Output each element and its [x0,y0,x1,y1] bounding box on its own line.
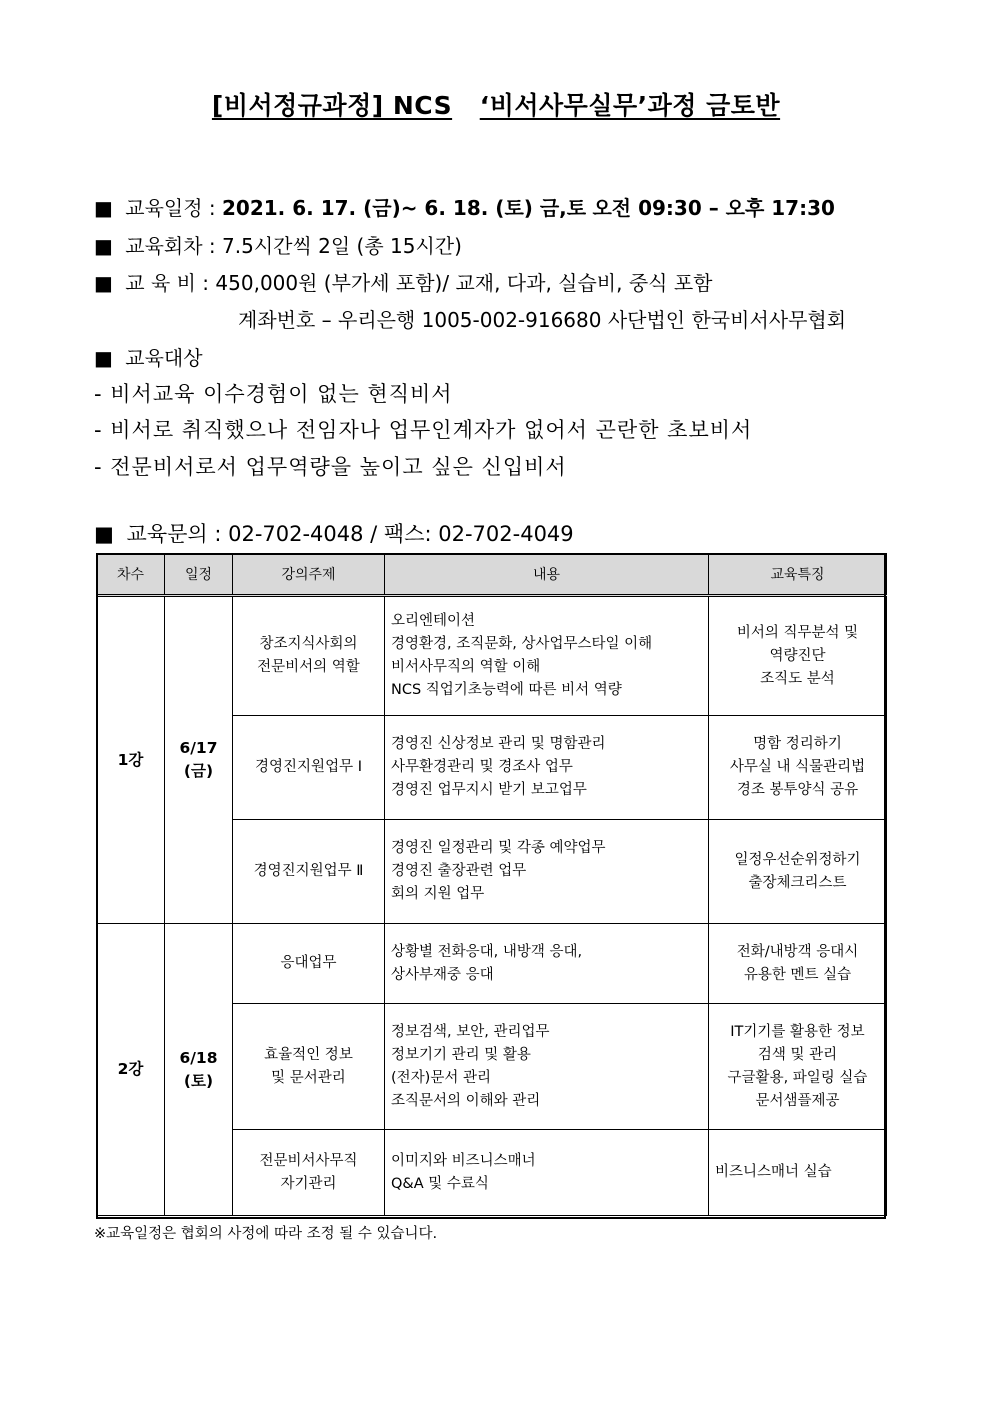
date-weekday: (토) [183,1071,214,1090]
content-cell [385,596,709,716]
header-content: 내용 [385,554,709,596]
content-line: 조직문서의 이해와 관리 [391,1092,541,1109]
feature-line: IT기기를 활용한 정보 [730,1023,865,1040]
square-bullet-icon: ■ [94,346,113,370]
account-line: 계좌번호 – 우리은행 1005-002-916680 사단법인 한국비서사무협회 [238,308,847,332]
session-cell: 2강 [97,924,165,1216]
fee-label: 교 육 비 : [125,271,210,295]
square-bullet-icon: ■ [94,522,114,546]
topic-line: 경영진지원업무 Ⅱ [253,863,364,879]
topic-line: 효율적인 정보 [264,1046,353,1063]
topic-cell [233,596,385,716]
square-bullet-icon: ■ [94,234,113,258]
square-bullet-icon: ■ [94,271,113,295]
sessions-label: 교육회차 : [125,234,216,258]
topic-cell [233,1130,385,1216]
session-cell: 1강 [97,596,165,924]
feature-line: 일정우선순위정하기 [734,851,861,868]
topic-line: 창조지식사회의 [259,636,358,652]
feature-line: 비즈니스매너 실습 [715,1164,832,1180]
content-cell [385,1004,709,1130]
feature-line: 출장체크리스트 [748,874,847,891]
feature-line: 사무실 내 식물관리법 [729,759,866,775]
feature-line: 문서샘플제공 [755,1092,840,1109]
feature-line: 유용한 멘트 실습 [743,966,852,983]
content-cell [385,820,709,924]
square-bullet-icon: ■ [94,196,113,220]
feature-line: 경조 봉투양식 공유 [736,782,859,798]
content-line: 경영환경, 조직문화, 상사업무스타일 이해 [391,636,653,652]
feature-cell [709,716,887,820]
topic-line: 경영진지원업무 Ⅰ [255,759,362,775]
feature-line: 명함 정리하기 [753,736,842,752]
feature-cell [709,924,887,1004]
table-row [97,596,887,716]
header-session: 차수 [97,554,165,596]
title-part2: ‘비서사무실무’과정 금토반 [479,91,781,120]
feature-line: 역량진단 [769,647,826,664]
content-line: 상사부재중 응대 [391,966,494,983]
content-line: 정보기기 관리 및 활용 [391,1046,531,1063]
content-line: 정보검색, 보안, 관리업무 [391,1023,550,1040]
target-heading [94,342,203,371]
feature-line: 비서의 직무분석 및 [736,624,859,641]
schedule-label: 교육일정 : [125,196,216,220]
content-line: 경영진 업무지시 받기 보고업무 [391,782,587,798]
content-line: 비서사무직의 역할 이해 [391,659,541,675]
feature-cell [709,1130,887,1216]
feature-line: 구글활용, 파일링 실습 [727,1069,868,1086]
content-cell [385,716,709,820]
topic-line: 전문비서의 역할 [257,659,360,675]
header-date: 일정 [165,554,233,596]
content-line: 사무환경관리 및 경조사 업무 [391,759,573,775]
content-line: 오리엔테이션 [391,613,476,629]
target-item: - 전문비서로서 업무역량을 높이고 싶은 신입비서 [94,455,567,479]
topic-cell [233,716,385,820]
content-line: 경영진 출장관련 업무 [391,863,527,879]
topic-cell [233,820,385,924]
contact-line [94,518,574,548]
fee-line [94,267,712,296]
date-line: 6/18 [179,1048,218,1067]
header-topic: 강의주제 [233,554,385,596]
schedule-note: ※교육일정은 협회의 사정에 따라 조정 될 수 있습니다. [94,1226,438,1242]
schedule-line [94,192,835,221]
date-weekday: (금) [183,762,214,780]
title-part1: [비서정규과정] NCS [211,91,453,120]
schedule-value: 2021. 6. 17. (금)~ 6. 18. (토) 금,토 [222,196,587,220]
schedule-time: 오전 09:30 – 오후 17:30 [592,196,835,220]
content-line: 경영진 신상정보 관리 및 명함관리 [391,736,606,752]
topic-line: 응대업무 [280,955,337,971]
date-cell [165,596,233,924]
content-cell [385,924,709,1004]
target-label: 교육대상 [125,346,203,370]
content-line: 경영진 일정관리 및 각종 예약업무 [391,840,606,856]
feature-cell [709,596,887,716]
content-line: 회의 지원 업무 [391,886,485,902]
content-line: (전자)문서 관리 [391,1069,491,1086]
page-title [0,86,992,122]
feature-cell [709,820,887,924]
content-cell [385,1130,709,1216]
topic-cell [233,1004,385,1130]
sessions-value: 7.5시간씩 2일 (총 15시간) [222,234,462,258]
table-header-row [97,554,887,596]
feature-line: 조직도 분석 [760,670,835,687]
feature-line: 전화/내방객 응대시 [736,943,859,960]
table-row [97,924,887,1004]
header-feature: 교육특징 [709,554,887,596]
date-cell [165,924,233,1216]
content-line: 이미지와 비즈니스매너 [391,1152,536,1169]
feature-line: 검색 및 관리 [757,1046,838,1063]
contact-text: 교육문의 : 02-702-4048 / 팩스: 02-702-4049 [126,522,574,546]
topic-cell [233,924,385,1004]
feature-cell [709,1004,887,1130]
content-line: NCS 직업기초능력에 따른 비서 역량 [391,682,622,698]
content-line: 상황별 전화응대, 내방객 응대, [391,943,583,960]
content-line: Q&A 및 수료식 [391,1175,489,1192]
date-line: 6/17 [179,739,218,757]
topic-line: 자기관리 [280,1175,337,1192]
target-item: - 비서교육 이수경험이 없는 현직비서 [94,382,453,406]
topic-line: 및 문서관리 [271,1069,346,1086]
sessions-line [94,230,462,259]
topic-line: 전문비서사무직 [259,1152,358,1169]
schedule-table [96,553,887,1216]
fee-value: 450,000원 (부가세 포함)/ 교재, 다과, 실습비, 중식 포함 [215,271,713,295]
target-item: - 비서로 취직했으나 전임자나 업무인계자가 없어서 곤란한 초보비서 [94,418,753,442]
